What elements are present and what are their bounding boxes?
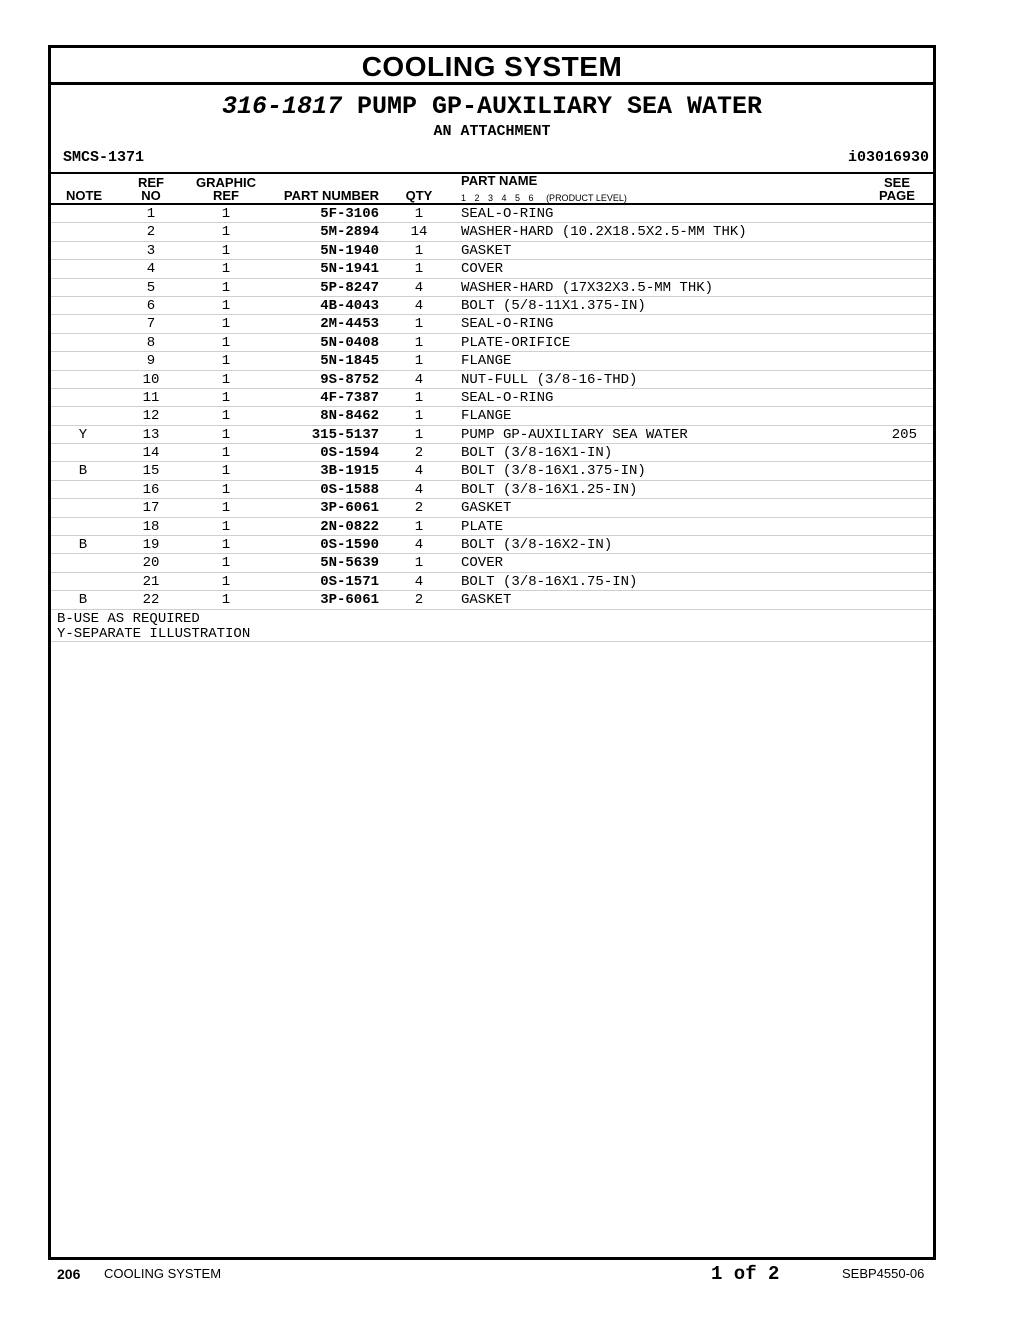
part-number-link[interactable]: 5M-2894 (320, 224, 379, 241)
qty-cell: 1 (414, 242, 424, 259)
ref-no-cell: 19 (142, 537, 160, 554)
group-subtitle: AN ATTACHMENT (433, 123, 551, 140)
qty-cell: 4 (414, 481, 424, 498)
graphic-ref-cell: 1 (221, 371, 231, 388)
footer-page-number: 206 (57, 1266, 81, 1282)
qty-cell: 1 (414, 389, 424, 406)
ref-no-cell: 6 (146, 297, 156, 314)
part-number-link[interactable]: 5N-5639 (320, 555, 379, 572)
qty-cell: 14 (410, 224, 428, 241)
table-row (51, 481, 933, 499)
qty-cell: 4 (414, 537, 424, 554)
note-cell: B (78, 537, 88, 554)
part-number-link[interactable]: 4F-7387 (320, 389, 379, 406)
smcs-code: SMCS-1371 (63, 149, 145, 166)
table-row (51, 297, 933, 315)
footer-doc-number: SEBP4550-06 (842, 1266, 925, 1281)
table-row (51, 260, 933, 278)
ref-no-cell: 14 (142, 445, 160, 462)
table-row (51, 554, 933, 572)
part-name-cell: BOLT (3/8-16X1.375-IN) (461, 463, 646, 480)
part-name-cell: GASKET (461, 500, 512, 517)
graphic-ref-cell: 1 (221, 463, 231, 480)
graphic-ref-cell: 1 (221, 206, 231, 222)
part-number-link[interactable]: 0S-1588 (320, 481, 379, 498)
part-number-link[interactable]: 2M-4453 (320, 316, 379, 333)
part-number-link[interactable]: 9S-8752 (320, 371, 379, 388)
note-cell: Y (78, 426, 88, 443)
header-graphic-line1: GRAPHIC (196, 175, 256, 190)
qty-cell: 2 (414, 592, 424, 609)
part-name-cell: FLANGE (461, 353, 512, 370)
illustration-id: i03016930 (847, 149, 929, 166)
part-number-link[interactable]: 5N-1941 (320, 261, 379, 278)
header-ref (133, 176, 169, 202)
part-number-link[interactable]: 5P-8247 (320, 279, 379, 296)
header-graphic-ref (189, 176, 263, 202)
qty-cell: 2 (414, 445, 424, 462)
graphic-ref-cell: 1 (221, 555, 231, 572)
part-number-link[interactable]: 3B-1915 (320, 463, 379, 480)
table-row (51, 371, 933, 389)
part-number-link[interactable]: 315-5137 (311, 426, 379, 443)
part-name-cell: SEAL-O-RING (461, 389, 554, 406)
header-part-name: PART NAME (461, 173, 538, 188)
part-name-cell: GASKET (461, 242, 512, 259)
qty-cell: 1 (414, 555, 424, 572)
header-see-page (875, 176, 919, 202)
part-name-cell: NUT-FULL (3/8-16-THD) (461, 371, 638, 388)
part-name-cell: COVER (461, 555, 504, 572)
part-name-cell: BOLT (3/8-16X1.25-IN) (461, 481, 638, 498)
header-part-number: PART NUMBER (283, 188, 379, 203)
footer-page-count: 1 of 2 (711, 1263, 780, 1285)
ref-no-cell: 3 (146, 242, 156, 259)
table-row (51, 389, 933, 407)
table-row (51, 518, 933, 536)
ref-no-cell: 9 (146, 353, 156, 370)
product-level-numbers: 1 2 3 4 5 6 (461, 193, 534, 203)
graphic-ref-cell: 1 (221, 537, 231, 554)
table-row (51, 315, 933, 333)
part-name-cell: PLATE (461, 518, 504, 535)
table-row (51, 462, 933, 480)
header-see: SEE (883, 175, 910, 190)
graphic-ref-cell: 1 (221, 592, 231, 609)
ref-no-cell: 10 (142, 371, 160, 388)
part-number-link[interactable]: 5F-3106 (320, 206, 379, 222)
part-name-cell: WASHER-HARD (10.2X18.5X2.5-MM THK) (461, 224, 747, 241)
group-name: PUMP GP-AUXILIARY SEA WATER (356, 92, 763, 121)
part-name-cell: BOLT (5/8-11X1.375-IN) (461, 297, 646, 314)
table-row (51, 536, 933, 554)
part-name-cell: PLATE-ORIFICE (461, 334, 571, 351)
graphic-ref-cell: 1 (221, 481, 231, 498)
part-number-link[interactable]: 5N-1940 (320, 242, 379, 259)
note-cell: B (78, 592, 88, 609)
graphic-ref-cell: 1 (221, 573, 231, 590)
graphic-ref-cell: 1 (221, 445, 231, 462)
graphic-ref-cell: 1 (221, 518, 231, 535)
table-row (51, 334, 933, 352)
table-row (51, 352, 933, 370)
qty-cell: 4 (414, 371, 424, 388)
table-row (51, 205, 933, 223)
graphic-ref-cell: 1 (221, 316, 231, 333)
qty-cell: 1 (414, 408, 424, 425)
part-number-link[interactable]: 3P-6061 (320, 592, 379, 609)
ref-no-cell: 1 (146, 206, 156, 222)
part-number-link[interactable]: 0S-1590 (320, 537, 379, 554)
qty-cell: 1 (414, 316, 424, 333)
part-number-link[interactable]: 4B-4043 (320, 297, 379, 314)
ref-no-cell: 22 (142, 592, 160, 609)
ref-no-cell: 2 (146, 224, 156, 241)
graphic-ref-cell: 1 (221, 242, 231, 259)
ref-no-cell: 7 (146, 316, 156, 333)
qty-cell: 1 (414, 518, 424, 535)
table-row (51, 444, 933, 462)
part-name-cell: PUMP GP-AUXILIARY SEA WATER (461, 426, 688, 443)
note-cell: B (78, 463, 88, 480)
graphic-ref-cell: 1 (221, 426, 231, 443)
ref-no-cell: 18 (142, 518, 160, 535)
header-ref-line1: REF (138, 175, 164, 190)
qty-cell: 4 (414, 279, 424, 296)
part-name-cell: BOLT (3/8-16X2-IN) (461, 537, 613, 554)
part-name-cell: FLANGE (461, 408, 512, 425)
ref-no-cell: 17 (142, 500, 160, 517)
graphic-ref-cell: 1 (221, 261, 231, 278)
header-ref-line2: NO (141, 188, 161, 203)
table-row (51, 499, 933, 517)
part-number-link[interactable]: 3P-6061 (320, 500, 379, 517)
group-title (51, 93, 933, 121)
ref-no-cell: 8 (146, 334, 156, 351)
qty-cell: 1 (414, 261, 424, 278)
part-number-link[interactable]: 0S-1594 (320, 445, 379, 462)
ref-no-cell: 20 (142, 555, 160, 572)
ref-no-cell: 16 (142, 481, 160, 498)
product-level-label: (PRODUCT LEVEL) (546, 193, 627, 203)
table-row (51, 591, 933, 609)
qty-cell: 1 (414, 334, 424, 351)
part-name-cell: SEAL-O-RING (461, 206, 554, 222)
part-number-link[interactable]: 0S-1571 (320, 573, 379, 590)
page-frame (48, 45, 936, 1260)
header-note: NOTE (65, 188, 103, 203)
qty-cell: 1 (414, 353, 424, 370)
header-qty: QTY (405, 188, 433, 203)
part-name-cell: COVER (461, 261, 504, 278)
qty-cell: 2 (414, 500, 424, 517)
part-name-cell: BOLT (3/8-16X1.75-IN) (461, 573, 638, 590)
table-row (51, 426, 933, 444)
graphic-ref-cell: 1 (221, 500, 231, 517)
parts-table (51, 205, 933, 642)
part-name-cell: WASHER-HARD (17X32X3.5-MM THK) (461, 279, 714, 296)
qty-cell: 4 (414, 297, 424, 314)
graphic-ref-cell: 1 (221, 389, 231, 406)
qty-cell: 1 (414, 206, 424, 222)
header-product-levels (461, 193, 627, 203)
note-line: Y-SEPARATE ILLUSTRATION (57, 625, 251, 642)
table-row (51, 279, 933, 297)
group-number[interactable]: 316-1817 (221, 92, 342, 121)
footer-section: COOLING SYSTEM (104, 1266, 222, 1281)
ref-no-cell: 4 (146, 261, 156, 278)
qty-cell: 1 (414, 426, 424, 443)
table-row (51, 407, 933, 425)
ref-no-cell: 5 (146, 279, 156, 296)
part-number-link[interactable]: 5N-0408 (320, 334, 379, 351)
ref-no-cell: 11 (142, 389, 160, 406)
table-row (51, 242, 933, 260)
header-page: PAGE (879, 188, 915, 203)
ref-no-cell: 13 (142, 426, 160, 443)
table-row (51, 223, 933, 241)
part-name-cell: GASKET (461, 592, 512, 609)
section-title: COOLING SYSTEM (51, 48, 933, 85)
see-page-link[interactable]: 205 (891, 426, 917, 443)
part-number-link[interactable]: 2N-0822 (320, 518, 379, 535)
graphic-ref-cell: 1 (221, 279, 231, 296)
part-number-link[interactable]: 5N-1845 (320, 353, 379, 370)
graphic-ref-cell: 1 (221, 297, 231, 314)
graphic-ref-cell: 1 (221, 408, 231, 425)
note-line: B-USE AS REQUIRED (57, 610, 200, 627)
ref-no-cell: 21 (142, 573, 160, 590)
notes-block (51, 610, 933, 642)
header-graphic-line2: REF (213, 188, 239, 203)
part-name-cell: BOLT (3/8-16X1-IN) (461, 445, 613, 462)
graphic-ref-cell: 1 (221, 224, 231, 241)
ref-no-cell: 15 (142, 463, 160, 480)
graphic-ref-cell: 1 (221, 353, 231, 370)
graphic-ref-cell: 1 (221, 334, 231, 351)
qty-cell: 4 (414, 573, 424, 590)
part-number-link[interactable]: 8N-8462 (320, 408, 379, 425)
ref-no-cell: 12 (142, 408, 160, 425)
table-row (51, 573, 933, 591)
part-name-cell: SEAL-O-RING (461, 316, 554, 333)
qty-cell: 4 (414, 463, 424, 480)
